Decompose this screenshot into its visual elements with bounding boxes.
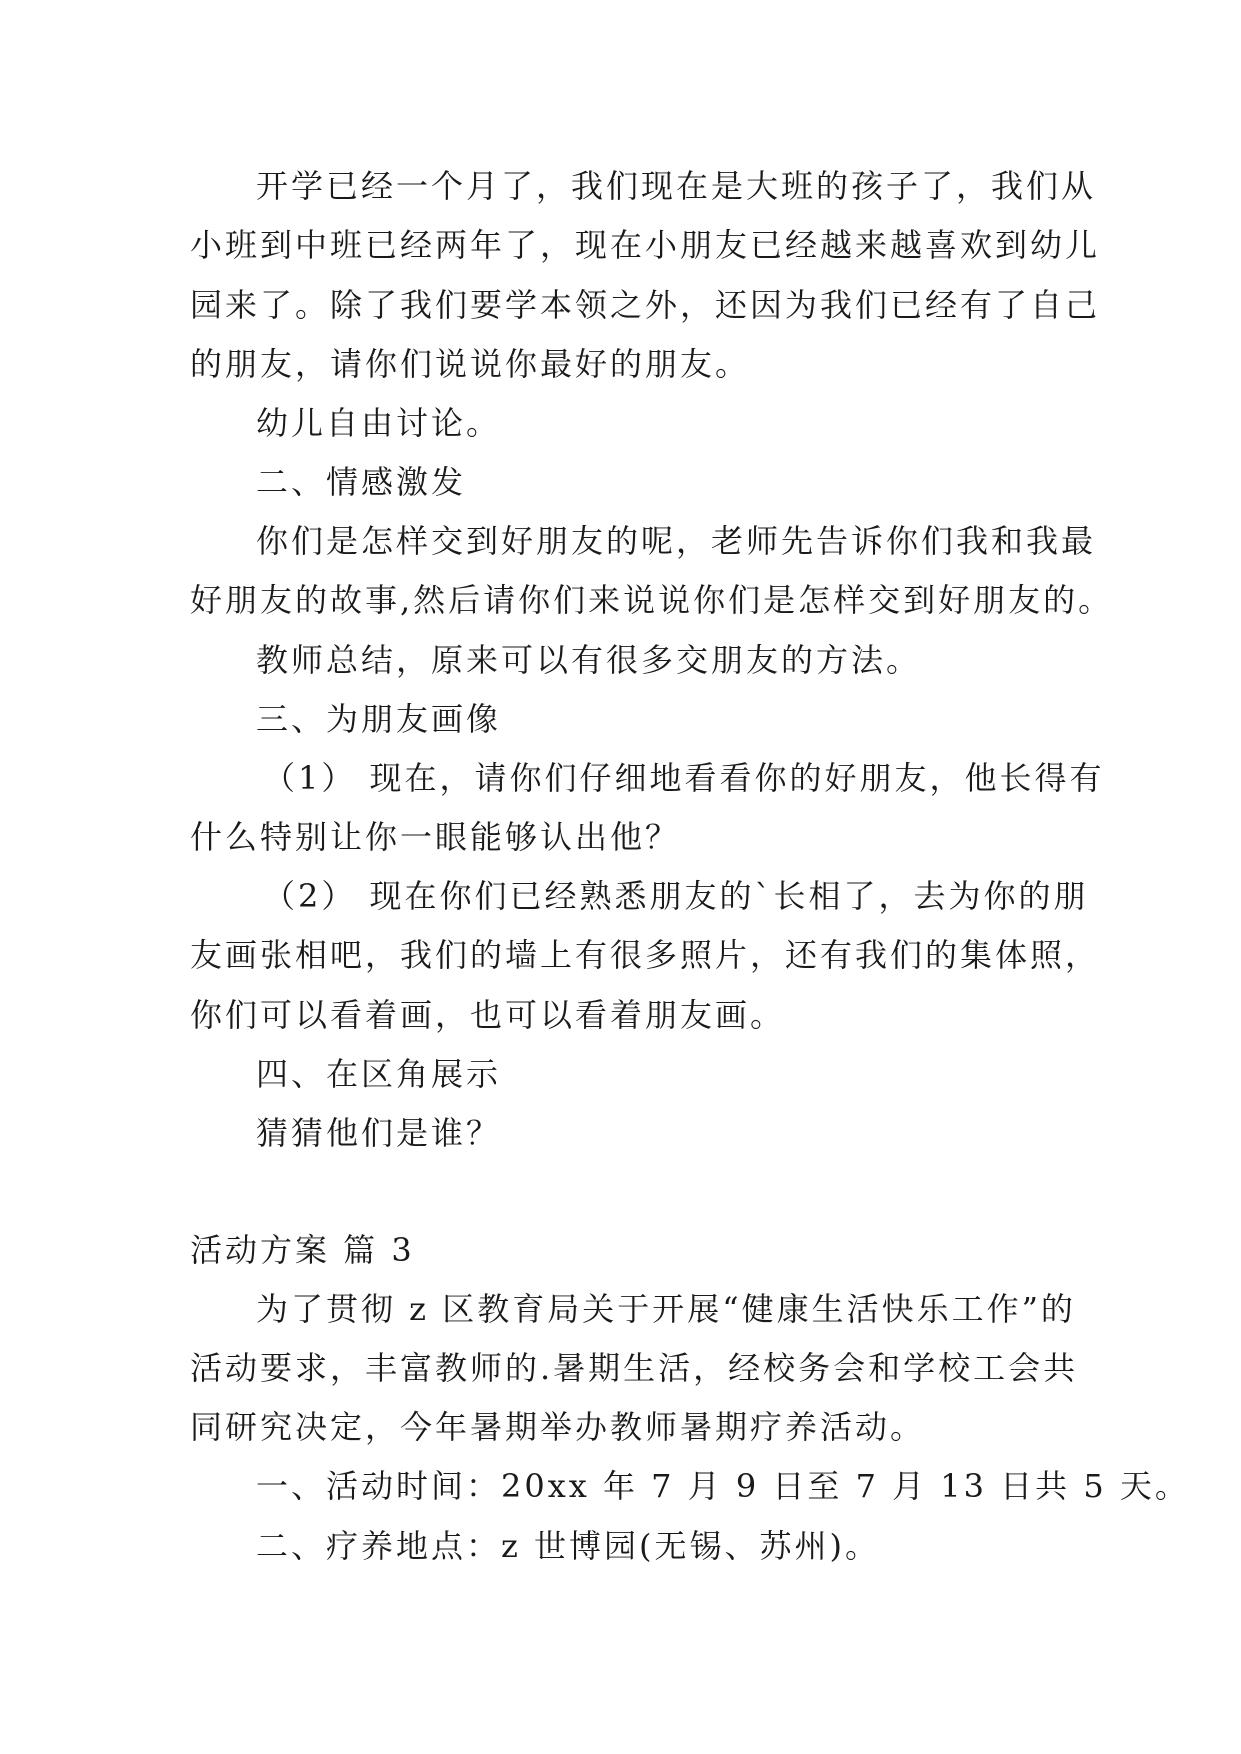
paragraph-line: 为了贯彻 z 区教育局关于开展“健康生活快乐工作”的: [256, 1290, 1076, 1328]
paragraph-line: 开学已经一个月了，我们现在是大班的孩子了，我们从: [256, 167, 1097, 205]
paragraph-line: （2） 现在你们已经熟悉朋友的`长相了，去为你的朋: [263, 877, 1089, 915]
paragraph-line: 同研究决定，今年暑期举办教师暑期疗养活动。: [190, 1408, 926, 1446]
section-heading: 二、情感激发: [256, 463, 467, 501]
paragraph-line: 活动要求，丰富教师的.暑期生活，经校务会和学校工会共: [190, 1349, 1079, 1387]
paragraph-line: 的朋友，请你们说说你最好的朋友。: [190, 345, 751, 383]
paragraph-line: 猜猜他们是谁？: [256, 1114, 502, 1152]
section-heading: 四、在区角展示: [256, 1055, 502, 1093]
paragraph-line: 二、疗养地点：z 世博园(无锡、苏州)。: [256, 1527, 881, 1565]
paragraph-line: 一、活动时间：20xx 年 7 月 9 日至 7 月 13 日共 5 天。: [256, 1467, 1190, 1505]
paragraph-line: 什么特别让你一眼能够认出他？: [190, 818, 681, 856]
paragraph-line: 好朋友的故事,然后请你们来说说你们是怎样交到好朋友的。: [190, 581, 1114, 619]
section-heading: 三、为朋友画像: [256, 700, 502, 738]
paragraph-line: 幼儿自由讨论。: [256, 404, 502, 442]
paragraph-line: 你们可以看着画，也可以看着朋友画。: [190, 996, 786, 1034]
document-section-title: 活动方案 篇 3: [190, 1231, 415, 1269]
paragraph-line: 教师总结，原来可以有很多交朋友的方法。: [256, 641, 922, 679]
paragraph-line: （1） 现在，请你们仔细地看看你的好朋友，他长得有: [263, 759, 1105, 797]
paragraph-line: 园来了。除了我们要学本领之外，还因为我们已经有了自己: [190, 286, 1101, 324]
paragraph-line: 你们是怎样交到好朋友的呢，老师先告诉你们我和我最: [256, 522, 1097, 560]
paragraph-line: 小班到中班已经两年了，现在小朋友已经越来越喜欢到幼儿: [190, 226, 1101, 264]
paragraph-line: 友画张相吧，我们的墙上有很多照片，还有我们的集体照，: [190, 936, 1101, 974]
